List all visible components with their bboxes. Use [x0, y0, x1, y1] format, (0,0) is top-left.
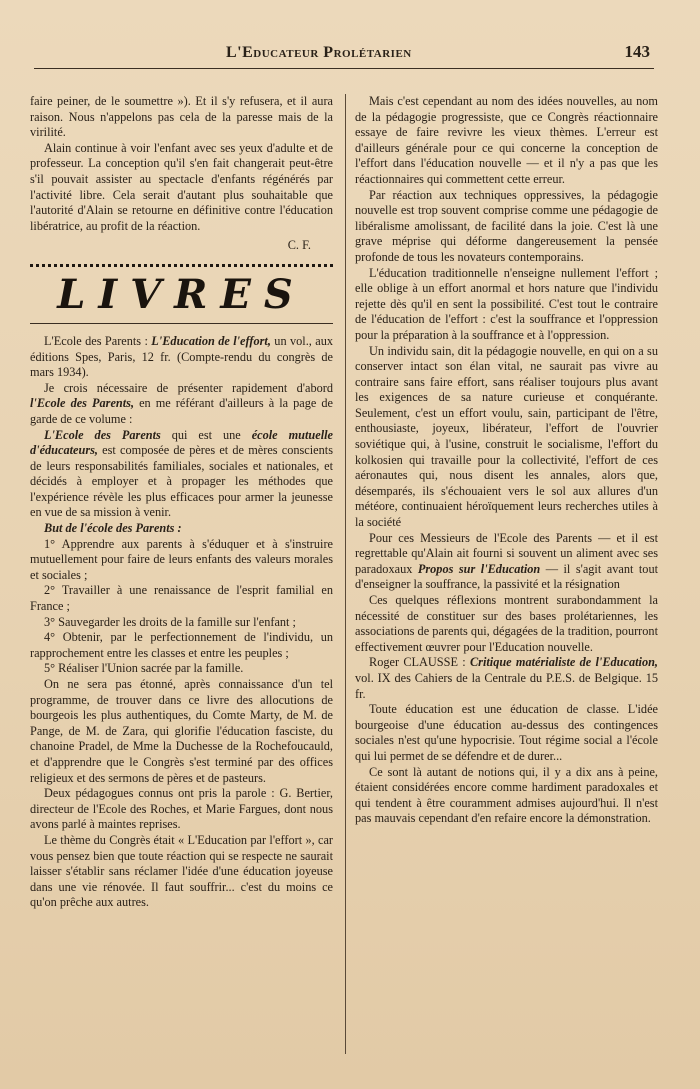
paragraph: Je crois nécessaire de présenter rapidement d'abord l'Ecole des Parents, en me référant d'ailleurs à la page de garde de ce volume :: [30, 380, 333, 426]
book-title: Propos sur l'Education: [417, 561, 541, 576]
paragraph: Alain continue à voir l'enfant avec ses yeux d'adulte et de professeur. La conception qu'il s'en fait changerait peut-être s'il pouvait assister au spectacle d'enfants régénérés par l'activité libre. Cela serait d'autant plus souhaitable que l'autorité d'Alain se retourne en définitive contre l'éducation libératrice, au profit de la réaction.: [30, 140, 333, 233]
list-item: 3° Sauvegarder les droits de la famille sur l'enfant ;: [44, 614, 296, 629]
dotted-separator: [30, 264, 333, 267]
book-title: L'Education de l'effort,: [151, 333, 271, 348]
page-header: [34, 44, 654, 72]
paragraph: Mais c'est cependant au nom des idées nouvelles, au nom de la pédagogie progressiste, que ce Congrès réactionnaire essaye de faire revivre les vieux thèmes. L'erreur est d'ailleurs générale pour ce qui concerne la conception de l'effort dans l'éducation nouvelle — et il n'y a pas que les réactionnaires qui commettent cette erreur.: [355, 94, 658, 186]
title-rule: [30, 323, 333, 324]
paragraph: L'éducation traditionnelle n'enseigne nullement l'effort ; elle oblige à un effort anormal et hors nature que l'individu rejette dès qu'il en sent la possibilité. C'est tout le contraire de l'éducation de l'effort : c'est la souffrance et l'oppression pour la préparation à la souffrance et à l'oppression.: [355, 265, 658, 342]
page-number: 143: [624, 42, 650, 61]
running-title: L'Educateur Prolétarien: [226, 44, 412, 61]
column-divider: [345, 94, 346, 1054]
left-column: [30, 94, 333, 911]
list-item: 5° Réaliser l'Union sacrée par la famille.: [44, 661, 244, 676]
section-title: LIVRES: [57, 270, 306, 318]
text-columns: [30, 94, 660, 1064]
paragraph: Par réaction aux techniques oppressives, la pédagogie nouvelle est trop souvent comprise comme une pédagogie de libéralisme amolissant, de facilité dans la joie. C'est là une grave méprise qui déforme dangereusement la pensée profonde de tous les novateurs contemporains.: [355, 187, 658, 264]
paragraph: Deux pédagogues connus ont pris la parole : G. Bertier, directeur de l'Ecole des Roches, et Marie Fargues, dont nous avons parlé à maintes reprises.: [30, 786, 333, 832]
paragraph: On ne sera pas étonné, après connaissance d'un tel programme, de trouver dans ce livre des allocutions de bourgeois les plus authentiques, du Comte Marty, de M. de Pange, de M. de Zara, qui glorifie l'éducation fasciste, du chanoine Pradel, de Mme la Duchesse de la Rochefoucauld, et d'apprendre que le Congrès s'est terminé par des offices religieux et des sermons de pères et de pasteurs.: [30, 677, 333, 785]
paragraph: faire peiner, de le soumettre »). Et il s'y refusera, et il aura raison. Nous n'appelons pas cela de la paresse mais de la virilité.: [30, 94, 333, 140]
paragraph: Toute éducation est une éducation de classe. L'idée bourgeoise d'une éducation au-dessus des contingences sociales n'est qu'une hypocrisie. Tout régime social a l'école qui lui permet de se défendre et de durer...: [355, 702, 658, 763]
paragraph: L'Ecole des Parents : L'Education de l'effort, un vol., aux éditions Spes, Paris, 12 fr. (Compte-rendu du congrès de mars 1934).: [30, 333, 334, 380]
paragraph: Le thème du Congrès était « L'Education par l'effort », car vous pensez bien que toute réaction qui se respecte ne saurait laisser s'établir sans réclamer l'idée d'une éducation joyeuse dans une vie rénovée. Il faut souffrir... c'est du moins ce qu'on prêche aux autres.: [30, 832, 333, 910]
paragraph: Ces quelques réflexions montrent surabondamment la nécessité de constituer sur des bases prolétariennes, les associations de parents qui, dégagées de la tradition, pourront effectivement œuvrer pour l'Education nouvelle.: [355, 593, 658, 654]
book-title: Critique matérialiste de l'Education,: [469, 655, 659, 670]
emphasis: l'Ecole des Parents,: [30, 396, 135, 411]
paragraph: Un individu sain, dit la pédagogie nouvelle, en qui on a su conserver intact son élan vital, ne saurait pas vivre au contraire sans faire effort, sans réaliser toujours plus avant les exigences de sa nature curieuse et conquérante. Seulement, c'est un effort voulu, sain, participant de l'être, enthousiaste, joyeux, libérateur, l'effort de l'ouvrier soviétique qui, à l'usine, construit le socialisme, l'effort du kolkosien qui travaille pour la collectivité, l'effort de ces aéronautes qui, nous disent les annales, alors que, désemparés, ils s'échouaient vers le sol aux allures d'un météore, continuaient héroïquement leurs recherches utiles à la société: [355, 343, 658, 530]
signature: C. F.: [287, 238, 311, 253]
list-item: 1° Apprendre aux parents à s'éduquer et à s'instruire mutuellement pour faire de leurs enfants des valeurs morales et sociales ;: [30, 536, 333, 582]
paragraph: L'Ecole des Parents qui est une école mutuelle d'éducateurs, est composée de pères et de mères conscients de leurs responsabilités familiales, sociales et nationales, et décidés à employer et à propager les méthodes que l'expérience révèle les plus efficaces pour armer la jeunesse en vue de sa mission à venir.: [30, 427, 333, 520]
paragraph: Ce sont là autant de notions qui, il y a dix ans à peine, étaient considérées encore comme hardiment paradoxales et qui tendent à être couramment admises aujourd'hui. Il n'est pas mauvais cependant d'en refaire encore la démonstration.: [355, 764, 658, 826]
list-item: 2° Travailler à une renaissance de l'esprit familial en France ;: [30, 583, 333, 614]
paragraph: Roger CLAUSSE : Critique matérialiste de l'Education, vol. IX des Cahiers de la Centrale du P.E.S. de Belgique. 15 fr.: [355, 655, 659, 701]
list-item: 4° Obtenir, par le perfectionnement de l'individu, un rapprochement entre les classes et entre les peuples ;: [30, 630, 333, 660]
right-column: [355, 94, 658, 827]
paragraph: Pour ces Messieurs de l'Ecole des Parents — et il est regrettable qu'Alain ait fourni si souvent un aliment avec ses paradoxaux Propos sur l'Education — il s'agit avant tout d'enseigner la souffrance, la passivité et la résignation: [355, 530, 659, 592]
subheading: But de l'école des Parents :: [44, 521, 182, 536]
header-rule: [34, 68, 654, 69]
